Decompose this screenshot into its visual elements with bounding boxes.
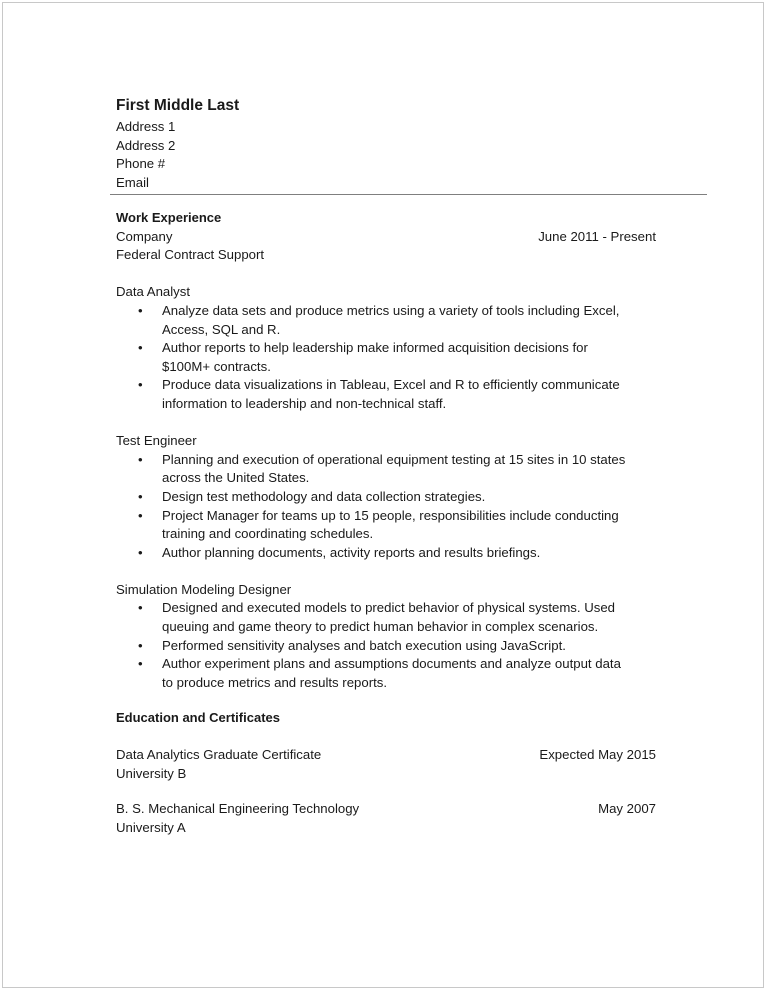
bullet-text-line: Performed sensitivity analyses and batch execution using JavaScript.	[162, 637, 566, 653]
bullet-text-line: Design test methodology and data collection strategies.	[162, 488, 486, 504]
role-bullets	[116, 599, 656, 692]
bullet-icon: •	[138, 600, 143, 616]
role-title: Simulation Modeling Designer	[116, 581, 292, 597]
address-line-1: Address 1	[116, 119, 176, 134]
bullet-text-line: Project Manager for teams up to 15 people, responsibilities include conducting	[162, 507, 619, 523]
company-name: Company	[116, 228, 173, 244]
bullet-text-line: training and coordinating schedules.	[162, 526, 374, 542]
bullet-icon: •	[138, 637, 143, 653]
bullet-icon: •	[138, 340, 143, 356]
degree-name: Data Analytics Graduate Certificate	[116, 747, 322, 763]
bullet-item	[116, 599, 656, 636]
role-title: Data Analyst	[116, 284, 191, 300]
bullet-icon: •	[138, 488, 143, 504]
bullet-text-line: information to leadership and non-technical staff.	[162, 395, 447, 411]
bullet-item	[116, 302, 656, 339]
bullet-icon: •	[138, 507, 143, 523]
school-name: University A	[116, 819, 186, 835]
bullet-icon: •	[138, 656, 143, 672]
header-divider	[110, 194, 707, 195]
bullet-text-line: Author planning documents, activity reports and results briefings.	[162, 544, 541, 560]
resume-page	[2, 2, 764, 988]
roles-list	[116, 283, 656, 692]
resume-content	[116, 96, 656, 835]
bullet-icon: •	[138, 302, 143, 318]
bullet-text-line: Produce data visualizations in Tableau, Excel and R to efficiently communicate	[162, 377, 620, 393]
contact-header	[116, 96, 656, 192]
degree-date: Expected May 2015	[539, 747, 656, 763]
bullet-item	[116, 637, 656, 656]
bullet-item	[116, 376, 656, 413]
bullet-icon: •	[138, 544, 143, 560]
bullet-item	[116, 544, 656, 563]
bullet-icon: •	[138, 451, 143, 467]
bullet-item	[116, 655, 656, 692]
bullet-item	[116, 488, 656, 507]
education-row	[116, 800, 656, 819]
bullet-text-line: Analyze data sets and produce metrics using a variety of tools including Excel,	[162, 302, 620, 318]
role-title: Test Engineer	[116, 433, 197, 449]
role-block	[116, 581, 656, 693]
bullet-icon: •	[138, 377, 143, 393]
bullet-text-line: $100M+ contracts.	[162, 358, 271, 374]
company-row	[116, 228, 656, 247]
degree-date: May 2007	[598, 801, 656, 817]
bullet-item	[116, 507, 656, 544]
work-experience-heading: Work Experience	[116, 210, 222, 225]
company-division: Federal Contract Support	[116, 247, 265, 263]
education-heading: Education and Certificates	[116, 710, 280, 725]
bullet-item	[116, 339, 656, 376]
phone: Phone #	[116, 156, 166, 172]
education-entry	[116, 746, 656, 783]
degree-name: B. S. Mechanical Engineering Technology	[116, 801, 360, 817]
bullet-text-line: to produce metrics and results reports.	[162, 674, 388, 690]
school-name: University B	[116, 765, 187, 781]
bullet-text-line: Author reports to help leadership make informed acquisition decisions for	[162, 340, 588, 356]
education-row	[116, 746, 656, 765]
bullet-text-line: Access, SQL and R.	[162, 321, 281, 337]
role-bullets	[116, 451, 656, 563]
bullet-text-line: Planning and execution of operational equipment testing at 15 sites in 10 states	[162, 451, 626, 467]
role-block	[116, 432, 656, 562]
address-line-2: Address 2	[116, 137, 176, 153]
education-entries	[116, 746, 656, 837]
role-bullets	[116, 302, 656, 414]
candidate-name: First Middle Last	[116, 97, 240, 114]
role-block	[116, 283, 656, 413]
bullet-text-line: Designed and executed models to predict behavior of physical systems. Used	[162, 600, 616, 616]
bullet-text-line: across the United States.	[162, 470, 310, 486]
education-entry	[116, 800, 656, 837]
employment-dates: June 2011 - Present	[538, 228, 656, 244]
bullet-text-line: queuing and game theory to predict human behavior in complex scenarios.	[162, 619, 599, 635]
education-section	[116, 709, 656, 838]
bullet-item	[116, 451, 656, 488]
work-experience-section	[116, 209, 656, 692]
bullet-text-line: Author experiment plans and assumptions documents and analyze output data	[162, 656, 621, 672]
email: Email	[116, 174, 149, 190]
